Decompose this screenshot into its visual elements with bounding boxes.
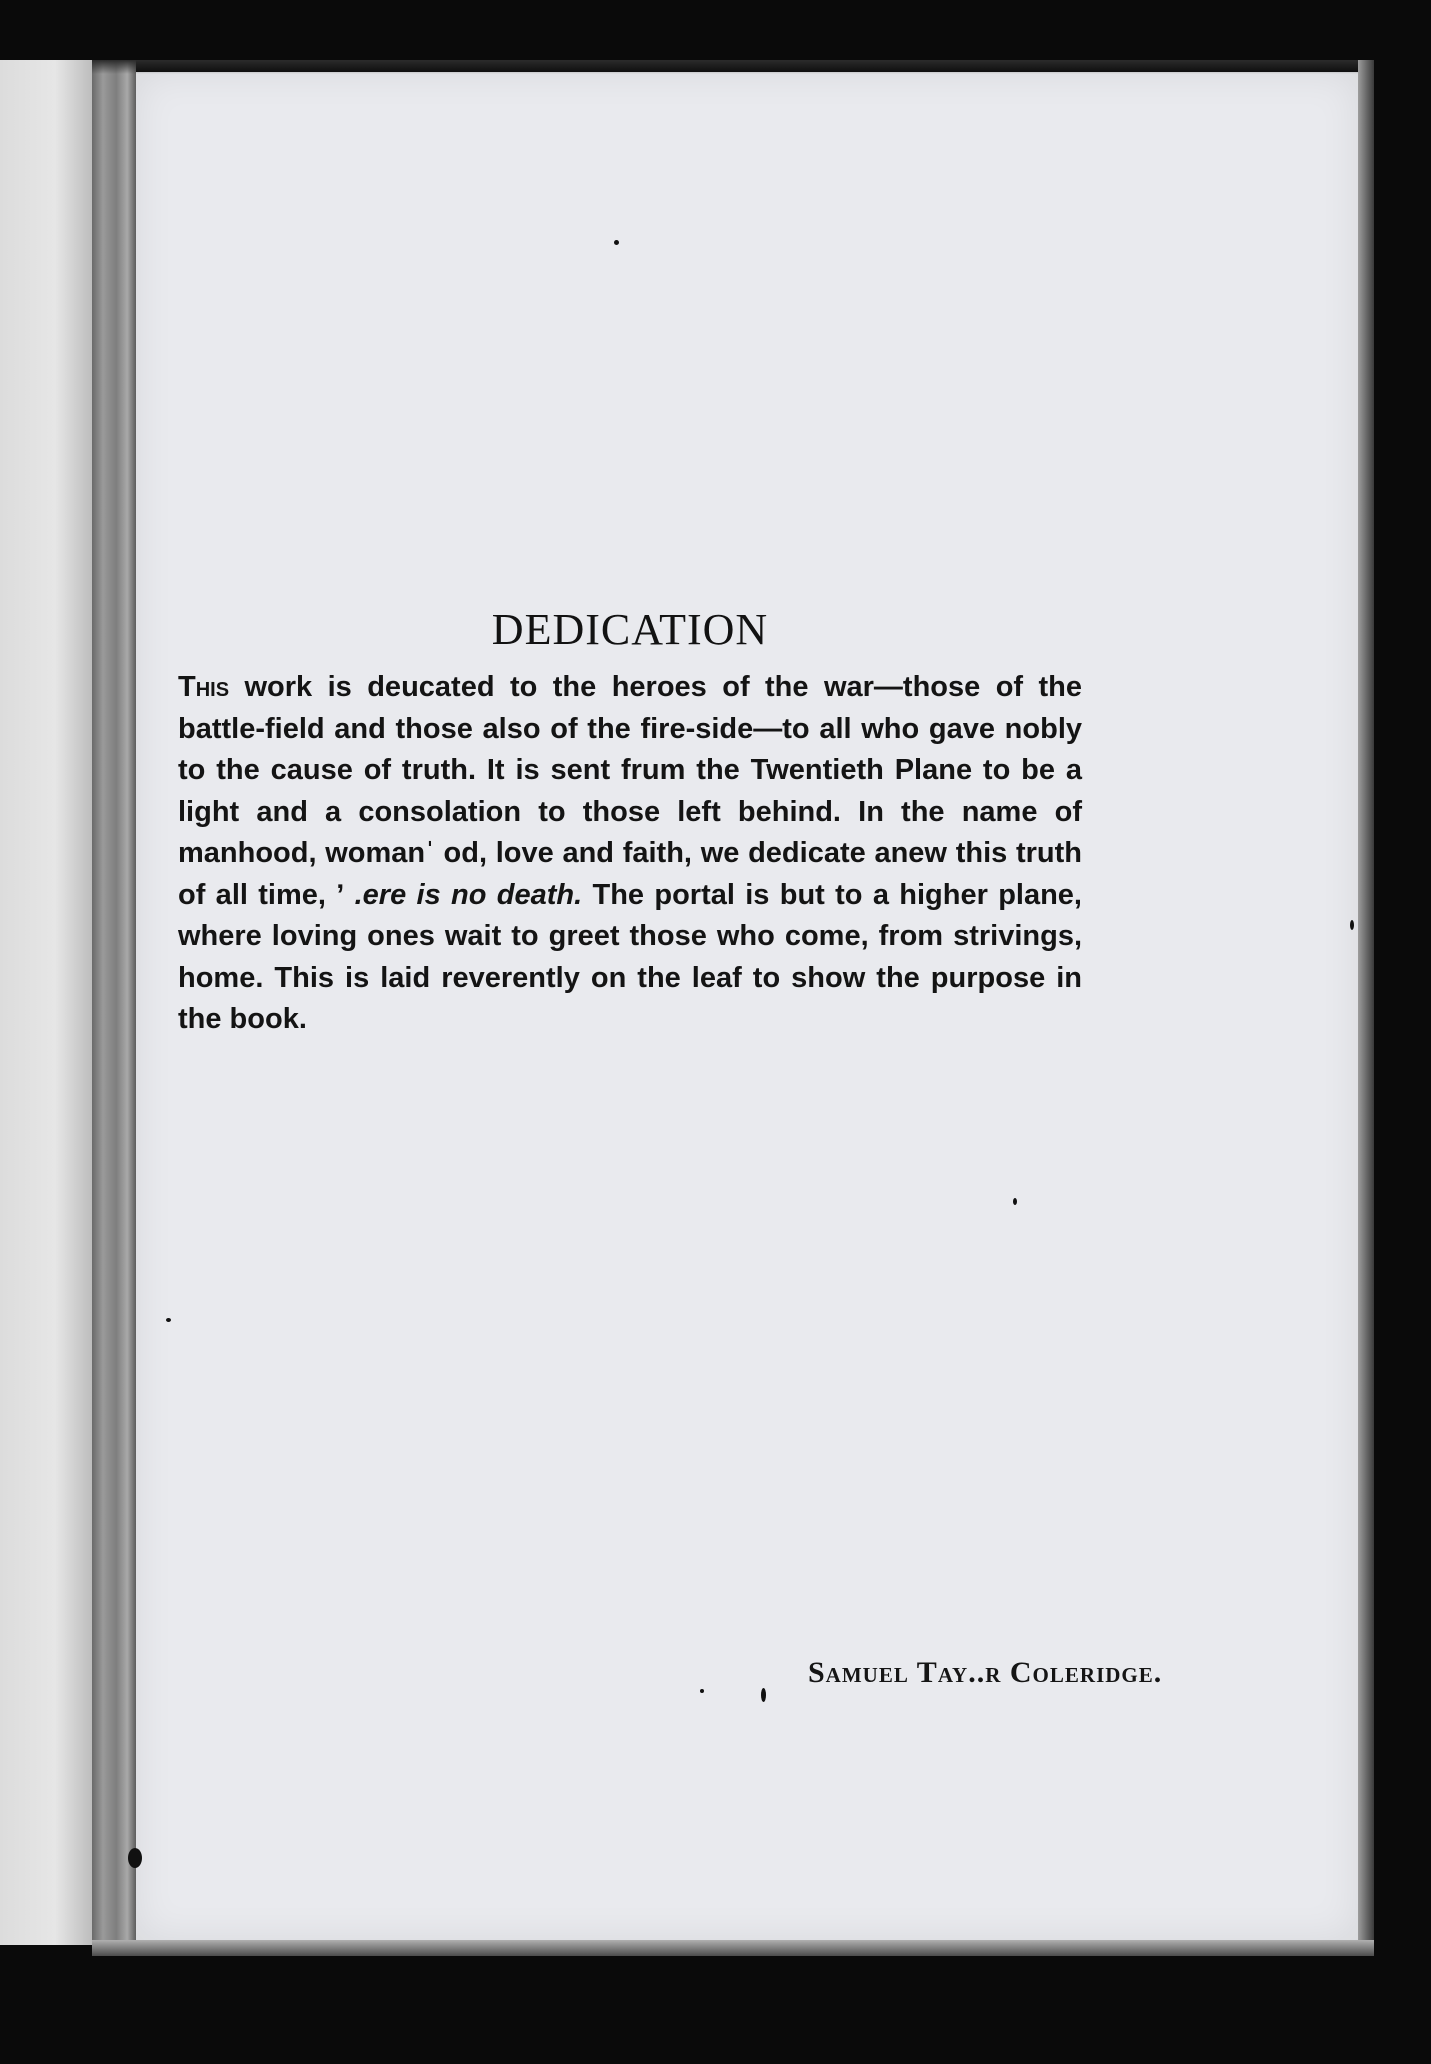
lead-word: This — [178, 671, 230, 703]
dedication-paragraph — [178, 667, 1082, 1041]
ink-speck — [1350, 920, 1354, 930]
dedication-title: DEDICATION — [491, 605, 769, 654]
ink-speck — [1013, 1198, 1017, 1205]
book-spine — [92, 60, 136, 1945]
signature: Samuel Tay..r Coleridge. — [808, 1656, 1163, 1689]
left-page-edge — [0, 60, 92, 1945]
paragraph-text-1: work is deucated to the heroes of the war—those of the battle-field and those also of the fire-side—to all who gave nobly to the cause of truth. It is sent frum the Twentieth Plane to be a light and a consolation to those left behind. In the name of manhood, womanˈ od, love and faith, we dedicate anew this truth of all time, ʼ — [178, 671, 1082, 911]
ink-speck — [166, 1318, 171, 1322]
ink-speck — [700, 1689, 704, 1693]
ink-speck — [128, 1848, 142, 1868]
page-right-edge — [1358, 60, 1374, 1945]
ink-speck — [761, 1688, 766, 1702]
dedication-block — [178, 604, 1163, 1689]
paragraph-text-2: The portal is but to a higher plane, where loving ones wait to greet those who come, from strivings, home. This is laid reverently on the leaf to show the purpose in the book. — [178, 878, 1082, 1035]
paragraph-italic: .ere is no death. — [354, 878, 583, 911]
page-top-shadow — [92, 60, 1374, 74]
page-bottom-edge — [92, 1940, 1374, 1956]
ink-speck — [614, 240, 619, 245]
